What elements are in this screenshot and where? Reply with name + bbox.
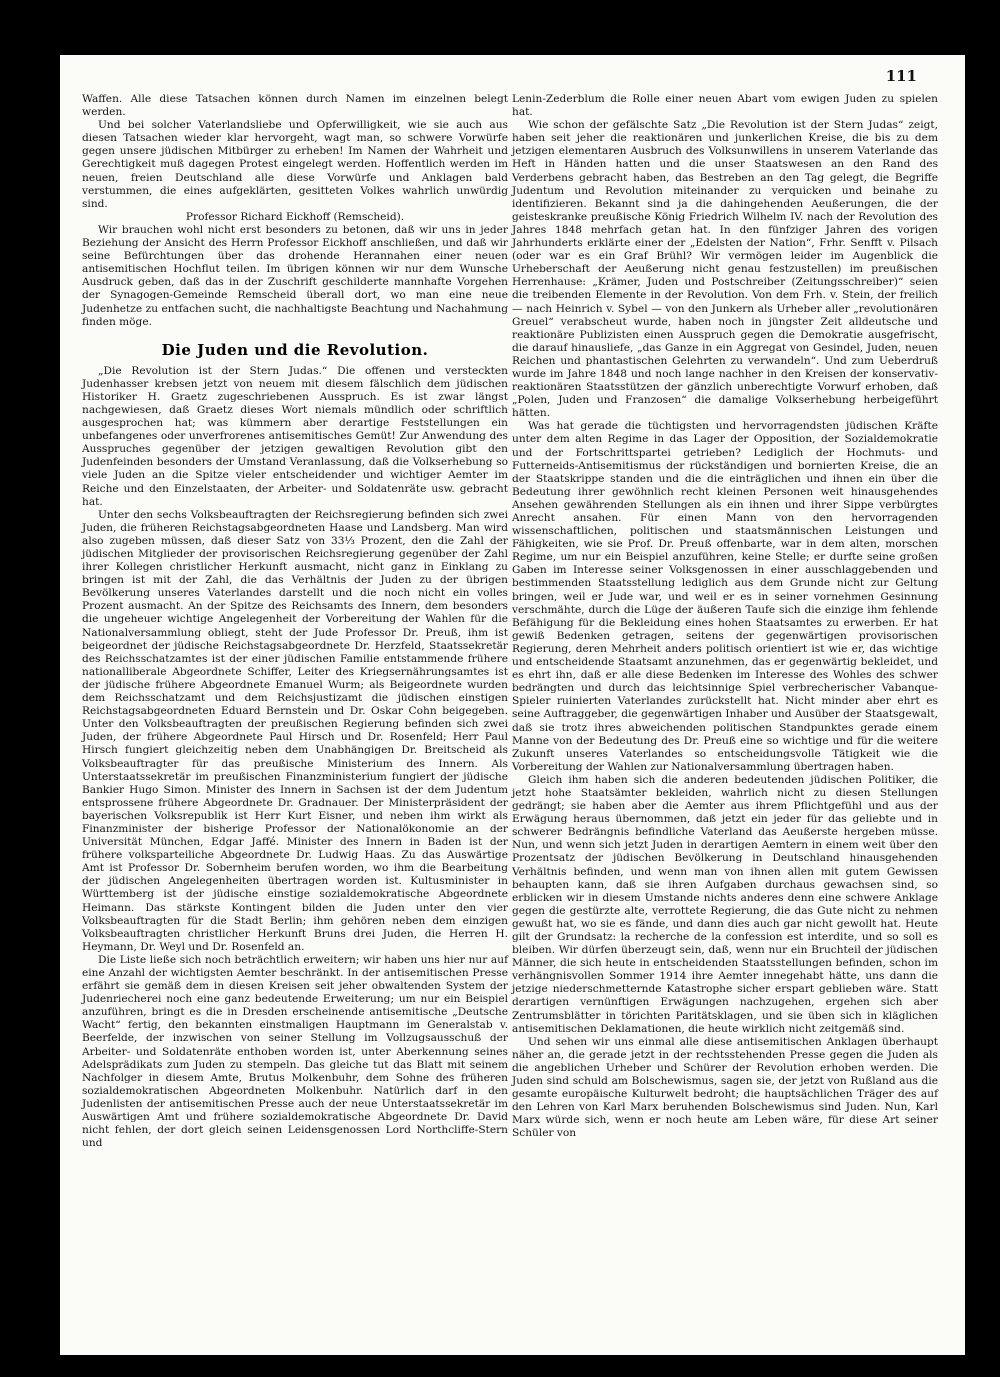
paragraph: Und bei solcher Vaterlandsliebe und Opferwilligkeit, wie sie auch aus diesen Tatsachen wieder klar hervorgeht, wagt man, so schwere Vorwürfe gegen unsere jüdischen Mitbürger zu erheben! Im Namen der Wahrheit und Gerechtigkeit muß dagegen Protest eingelegt werden. Hoffentlich werden im neuen, freien Deutschland alle diese Vorwürfe und Anklagen bald verstummen, die eines aufgeklärten, gesitteten Volkes wahrlich unwürdig sind.: [82, 119, 508, 210]
signature: Professor Richard Eickhoff (Remscheid).: [185, 210, 405, 223]
paragraph: Gleich ihm haben sich die anderen bedeutenden jüdischen Politiker, die jetzt hohe Staatsämter bekleiden, wahrlich nicht zu diesen Stellungen gedrängt; sie haben aber die Aemter aus ihrem Pflichtgefühl und aus der Erwägung heraus übernommen, daß jetzt ein jeder für das geliebte und in schwerer Bedrängnis befindliche Vaterland das Aeußerste hergeben müsse. Nun, und wenn sich jetzt Juden in derartigen Aemtern in einem weit über den Prozentsatz der jüdischen Bevölkerung in Deutschland hinausgehenden Verhältnis befinden, und wenn man von ihnen allen mit gutem Gewissen behaupten kann, daß sie ihren Aufgaben durchaus gewachsen sind, so erblicken wir in diesem Umstande nichts anderes denn eine schwere Anklage gegen die gestürzte alte, verrottete Regierung, die das Gute nicht zu nehmen gewußt hat, wo sie es fände, und dann dies auch gar nicht gewollt hat. Heute gilt der Grundsatz: la recherche de la confession est interdite, und so soll es bleiben. Wir dürfen überzeugt sein, daß, wenn nur ein Bruchteil der jüdischen Männer, die sich heute in entscheidenden Staatsstellungen befinden, schon im verhängnisvollen Sommer 1914 ihre Aemter innegehabt hätte, uns dann die jetzige niederschmetternde Katastrophe sicher erspart geblieben wäre. Statt derartigen vernünftigen Erwägungen nachzugehen, ergehen sich aber Zentrumsblätter in törichten Paritätsklagen, und sie üben sich in kläglichen antisemitischen Deklamationen, die heute wirklich nicht zeitgemäß sind.: [512, 773, 938, 1035]
paragraph: Was hat gerade die tüchtigsten und hervorragendsten jüdischen Kräfte unter dem alten Regime in das Lager der Opposition, der Sozialdemokratie und der Fortschrittspartei getrieben? Lediglich der Hochmuts- und Futterneids-Antisemitismus der rückständigen und bornierten Kreise, die an der Staatskrippe standen und die die einträglichen und ihnen ein über die Bedeutung ihrer gewöhnlich recht kleinen Personen weit hinausgehendes Ansehen gewährenden Stellungen als ein ihnen und ihrer Sippe verbürgtes Anrecht ansahen. Für einen Mann von den hervorragenden wissenschaftlichen, politischen und staatsmännischen Leistungen und Fähigkeiten, wie sie Prof. Dr. Preuß offenbarte, war in dem alten, morschen Regime, um nur ein Beispiel anzuführen, keine Stelle; er durfte seine großen Gaben im Interesse seiner Volksgenossen in einer ausschlaggebenden und bestimmenden Staatsstellung lediglich aus dem Grunde nicht zur Geltung bringen, weil er Jude war, und weil er es in seiner vornehmen Gesinnung verschmähte, durch die Lüge der äußeren Taufe sich die einzige ihm fehlende Befähigung für die Bekleidung eines hohen Staatsamtes zu erwerben. Er hat gewiß Bedenken getragen, seitens der gegenwärtigen provisorischen Regierung, deren Mehrheit anders politisch orientiert ist wie er, das wichtige und entscheidende Staatsamt anzunehmen, das er gegenwärtig bekleidet, und es ehrt ihn, daß er alle diese Bedenken im Interesse des Wohles des schwer bedrängten und durch das leichtsinnige Spiel verbrecherischer Vabanque-Spieler ruinierten Vaterlandes zurückstellt hat. Nicht minder aber ehrt es seine Auftraggeber, die gegenwärtigen Inhaber und Ausüber der Staatsgewalt, daß sie trotz ihres abweichenden politischen Standpunktes gerade einem Manne von der Bedeutung des Dr. Preuß eine so wichtige und für die weitere Zukunft unseres Vaterlandes so entscheidungsvolle Tätigkeit wie die Vorbereitung der Wahlen zur Nationalversammlung übertragen haben.: [512, 420, 938, 773]
paragraph: Unter den sechs Volksbeauftragten der Reichsregierung befinden sich zwei Juden, die früheren Reichstagsabgeordneten Haase und Landsberg. Man wird also zugeben müssen, daß dieser Satz von 33⅓ Prozent, den die Zahl der jüdischen Mitglieder der provisorischen Reichsregierung gegenüber der Zahl ihrer Kollegen christlicher Herkunft ausmacht, nicht ganz in Einklang zu bringen ist mit der Zahl, die das Verhältnis der Juden zu der übrigen Bevölkerung unseres Vaterlandes darstellt und die noch nicht ein volles Prozent ausmacht. An der Spitze des Reichsamts des Innern, dem besonders die ungeheuer wichtige Angelegenheit der Vorbereitung der Wahlen für die Nationalversammlung obliegt, steht der Jude Professor Dr. Preuß, ihm ist beigeordnet der jüdische Reichstagsabgeordnete Dr. Herzfeld, Staatssekretär des Reichsschatzamtes ist der einer jüdischen Familie entstammende frühere nationalliberale Abgeordnete Schiffer, Leiter des Kriegsernährungsamtes ist der jüdische frühere Abgeordnete Emanuel Wurm; als Beigeordnete wurden dem Reichsschatzamt und dem Reichsjustizamt die jüdischen einstigen Reichstagsabgeordneten Eduard Bernstein und Dr. Oskar Cohn beigegeben. Unter den Volksbeauftragten der preußischen Regierung befinden sich zwei Juden, der frühere Abgeordnete Paul Hirsch und Dr. Rosenfeld; Herr Paul Hirsch fungiert gleichzeitig neben dem Unabhängigen Dr. Breitscheid als Volksbeauftragter für das preußische Ministerium des Innern. Als Unterstaatssekretär im preußischen Finanzministerium fungiert der jüdische Bankier Hugo Simon. Minister des Innern in Sachsen ist der dem Judentum entsprossene frühere Abgeordnete Dr. Gradnauer. Der Ministerpräsident der bayerischen Volksrepublik ist Herr Kurt Eisner, und neben ihm wirkt als Finanzminister der bisherige Professor der Nationalökonomie an der Universität München, Edgar Jaffé. Minister des Innern in Baden ist der frühere volksparteiliche Abgeordnete Dr. Ludwig Haas. Zu das Auswärtige Amt ist Professor Dr. Sobernheim berufen worden, wo ihm die Bearbeitung der jüdischen Angelegenheiten übertragen worden ist. Kultusminister in Württemberg ist der jüdische einstige sozialdemokratische Abgeordnete Heimann. Das stärkste Kontingent bilden die Juden unter den vier Volksbeauftragten für die Stadt Berlin; ihm gehören neben dem einzigen Volksbeauftragten christlicher Herkunft Bruns drei Juden, die Herren H. Heymann, Dr. Weyl und Dr. Rosenfeld an.: [82, 508, 508, 953]
newspaper-page: [60, 55, 965, 1355]
paragraph: „Die Revolution ist der Stern Judas.“ Die offenen und versteckten Judenhasser krebsen jetzt von neuem mit diesem fälschlich dem jüdischen Historiker H. Graetz zugeschriebenen Ausspruch. Es ist zwar längst nachgewiesen, daß Graetz dieses Wort niemals mündlich oder schriftlich ausgesprochen hat; was kümmern aber derartige Feststellungen ein unbefangenes oder unverfrorenes antisemitisches Gemüt! Zur Anwendung des Ausspruches gegenüber der jetzigen gewaltigen Revolution gibt den Judenfeinden besonders der Umstand Veranlassung, daß die Volkserhebung so viele Juden an die Spitze vieler entscheidender und wichtiger Aemter im Reiche und den Einzelstaaten, der Arbeiter- und Soldatenräte usw. gebracht hat.: [82, 364, 508, 508]
paragraph: Wie schon der gefälschte Satz „Die Revolution ist der Stern Judas“ zeigt, haben seit jeher die reaktionären und junkerlichen Kreise, die bis zu dem jetzigen elementaren Ausbruch des Volksunwillens in unserem Vaterlande das Heft in Händen hatten und die unser Staatswesen an den Rand des Verderbens gebracht haben, das Bestreben an den Tag gelegt, die Begriffe Judentum und Revolution miteinander zu verquicken und beinahe zu identifizieren. Bekannt sind ja die dahingehenden Aeußerungen, die der geisteskranke preußische König Friedrich Wilhelm IV. nach der Revolution des Jahres 1848 mehrfach getan hat. In den fünfziger Jahren des vorigen Jahrhunderts erklärte einer der „Edelsten der Nation“, Frhr. Senfft v. Pilsach (oder war es ein Graf Brühl? Wir vermögen leider im Augenblick die Urheberschaft der Aeußerung nicht genau festzustellen) im preußischen Herrenhause: „Krämer, Juden und Postschreiber (Zeitungsschreiber)“ seien die treibenden Elemente in der Revolution. Von dem Frh. v. Stein, der freilich — nach Heinrich v. Sybel — von den Junkern als Urheber aller „revolutionären Greuel“ verabscheut wurde, haben noch in jüngster Zeit alldeutsche und reaktionäre Publizisten einen Ausspruch gegen die Demokratie ausgefrischt, die darauf hinausliefe, „das Ganze in ein Aggregat von Gesindel, Juden, neuen Reichen und phantastischen Gelehrten zu verwandeln“. Und zum Ueberdruß wurde im Jahre 1848 und noch lange nachher in den Kreisen der konservativ-reaktionären Staatsstützen der gänzlich unberechtigte Vorwurf erhoben, daß „Polen, Juden und Franzosen“ die damalige Volkserhebung herbeigeführt hätten.: [512, 119, 938, 420]
page-number: 111: [885, 67, 917, 85]
paragraph: Lenin-Zederblum die Rolle einer neuen Abart vom ewigen Juden zu spielen hat.: [512, 93, 938, 119]
article-title: Die Juden und die Revolution.: [161, 340, 429, 359]
paragraph: Waffen. Alle diese Tatsachen können durch Namen im einzelnen belegt werden.: [82, 93, 508, 119]
paragraph: Wir brauchen wohl nicht erst besonders zu betonen, daß wir uns in jeder Beziehung der Ansicht des Herrn Professor Eickhoff anschließen, und daß wir seine Befürchtungen über das drohende Herannahen einer neuen antisemitischen Hochflut teilen. Im übrigen können wir nur dem Wunsche Ausdruck geben, daß das in der Zuschrift geschilderte mannhafte Vorgehen der Synagogen-Gemeinde Remscheid überall dort, wo man eine neue Judenhetze zu entfachen sucht, die nachhaltigste Beachtung und Nachahmung finden möge.: [82, 223, 508, 328]
left-column: [82, 93, 508, 1150]
paragraph: Die Liste ließe sich noch beträchtlich erweitern; wir haben uns hier nur auf eine Anzahl der wichtigsten Aemter beschränkt. In der antisemitischen Presse erfährt sie gemäß dem in diesen Kreisen seit jeher obwaltenden System der Judenriecherei noch eine ganz bedeutende Erweiterung; um nur ein Beispiel anzuführen, bringt es die in Dresden erscheinende antisemitische „Deutsche Wacht“ fertig, den bekannten einstmaligen Hauptmann im Generalstab v. Beerfelde, der inzwischen von seiner Stellung im Vollzugsausschuß der Arbeiter- und Soldatenräte enthoben worden ist, unter Aberkennung seines Adelsprädikats zum Juden zu stempeln. Das gleiche tut das Blatt mit seinem Nachfolger in diesem Amte, Brutus Molkenbuhr, dem Sohne des früheren sozialdemokratischen Abgeordneten Molkenbuhr. Natürlich darf in den Judenlisten der antisemitischen Presse auch der neue Unterstaatssekretär im Auswärtigen Amt und frühere sozialdemokratische Abgeordnete Dr. David nicht fehlen, der dort gleich seinen Leidensgenossen Lord Northcliffe-Stern und: [82, 953, 508, 1150]
paragraph: Und sehen wir uns einmal alle diese antisemitischen Anklagen überhaupt näher an, die gerade jetzt in der rechtsstehenden Presse gegen die Juden als die angeblichen Urheber und Schürer der Revolution erhoben werden. Die Juden sind schuld am Bolschewismus, sagen sie, der jetzt von Rußland aus die gesamte europäische Kulturwelt bedroht; die hauptsächlichen Träger des auf den Lehren von Karl Marx beruhenden Bolschewismus sind Juden. Nun, Karl Marx würde sich, wenn er noch heute am Leben wäre, für diese Art seiner Schüler von: [512, 1035, 938, 1140]
right-column: [512, 93, 938, 1141]
